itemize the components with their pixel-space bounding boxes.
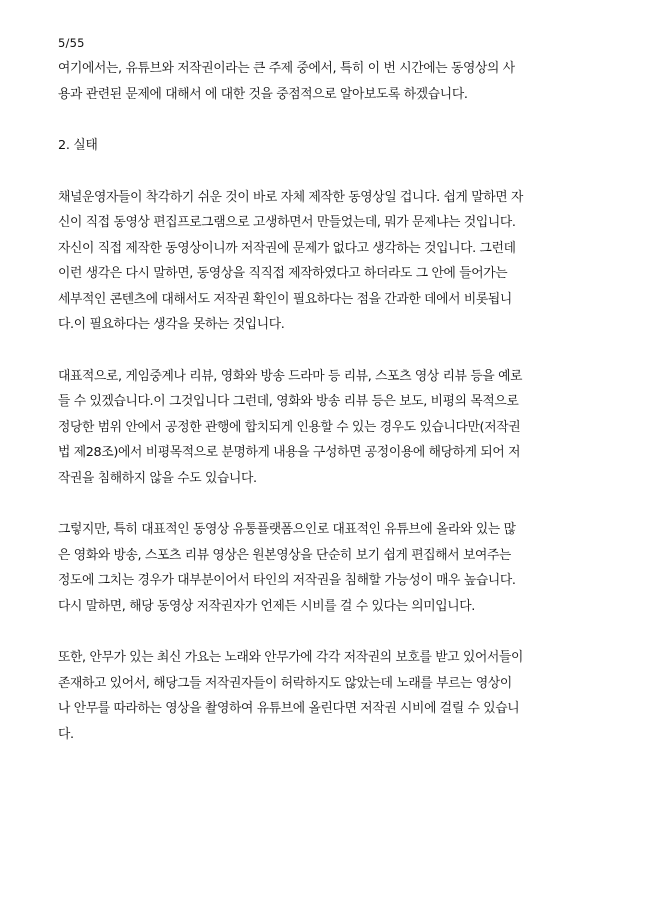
intro-paragraph [58, 56, 598, 107]
paragraph-line: 존재하고 있어서, 해당그들 저작권자들이 허락하지도 않았는데 노래를 부르는 영상이 [58, 675, 512, 691]
document-body [58, 56, 598, 747]
paragraph-line: 나 안무를 따라하는 영상을 촬영하여 유튜브에 올린다면 저작권 시비에 걸릴 수 있습니 [58, 701, 520, 716]
section-heading: 2. 실태 [58, 138, 98, 153]
paragraph-line: 또한, 안무가 있는 최신 가요는 노래와 안무가에 각각 저작권의 보호를 받고 있어서들이 [58, 650, 524, 665]
body-paragraph-1 [58, 185, 598, 338]
paragraph-line: 이런 생각은 다시 말하면, 동영상을 직직접 제작하였다고 하더라도 그 안에 들어가는 [58, 266, 508, 281]
paragraph-line: 신이 직접 동영상 편집프로그램으로 고생하면서 만들었는데, 뭐가 문제냐는 것입니다. [58, 215, 516, 230]
paragraph-line: 정도에 그치는 경우가 대부분이어서 타인의 저작권을 침해할 가능성이 매우 높습니다. [58, 573, 516, 588]
paragraph-line: 들 수 있겠습니다.이 그것입니다 그런데, 영화와 방송 리뷰 등은 보도, 비평의 목적으로 [58, 394, 519, 409]
page-number: 5/55 [58, 36, 85, 50]
paragraph-line: 정당한 범위 안에서 공정한 관행에 합치되게 인용할 수 있는 경우도 있습니다만(저작권 [58, 419, 521, 435]
paragraph-spacer [58, 491, 598, 517]
paragraph-line: 자신이 직접 제작한 동영상이니까 저작권에 문제가 없다고 생각하는 것입니다. 그런데 [58, 240, 516, 256]
paragraph-spacer [58, 619, 598, 645]
body-paragraph-3 [58, 517, 598, 619]
paragraph-line: 법 제28조)에서 비평목적으로 분명하게 내용을 구성하면 공정이용에 해당하게 되어 저 [58, 445, 521, 460]
body-paragraph-4 [58, 645, 598, 747]
paragraph-line: 다시 말하면, 해당 동영상 저작권자가 언제든 시비를 걸 수 있다는 의미입니다. [58, 598, 475, 614]
paragraph-line: 은 영화와 방송, 스포츠 리뷰 영상은 원본영상을 단순히 보기 쉽게 편집해서 보여주는 [58, 547, 512, 563]
paragraph-spacer [58, 107, 598, 133]
paragraph-line: 다.이 필요하다는 생각을 못하는 것입니다. [58, 317, 285, 332]
paragraph-line: 세부적인 콘텐츠에 대해서도 저작권 확인이 필요하다는 점을 간과한 데에서 비롯됩니 [58, 291, 512, 307]
paragraph-spacer [58, 159, 598, 185]
paragraph-line: 작권을 침해하지 않을 수도 있습니다. [58, 470, 257, 486]
paragraph-line: 용과 관련된 문제에 대해서 에 대한 것을 중점적으로 알아보도록 하겠습니다. [58, 86, 468, 102]
paragraph-line: 다. [58, 726, 74, 742]
paragraph-line: 그렇지만, 특히 대표적인 동영상 유통플랫폼으인로 대표적인 유튜브에 올라와 있는 많 [58, 522, 516, 537]
paragraph-line: 채널운영자들이 착각하기 쉬운 것이 바로 자체 제작한 동영상일 겁니다. 쉽게 말하면 자 [58, 189, 524, 205]
paragraph-line: 여기에서는, 유튜브와 저작권이라는 큰 주제 중에서, 특히 이 번 시간에는 동영상의 사 [58, 61, 515, 76]
paragraph-line: 대표적으로, 게임중계나 리뷰, 영화와 방송 드라마 등 리뷰, 스포츠 영상 리뷰 등을 예로 [58, 368, 523, 384]
body-paragraph-2 [58, 364, 598, 492]
paragraph-spacer [58, 338, 598, 364]
